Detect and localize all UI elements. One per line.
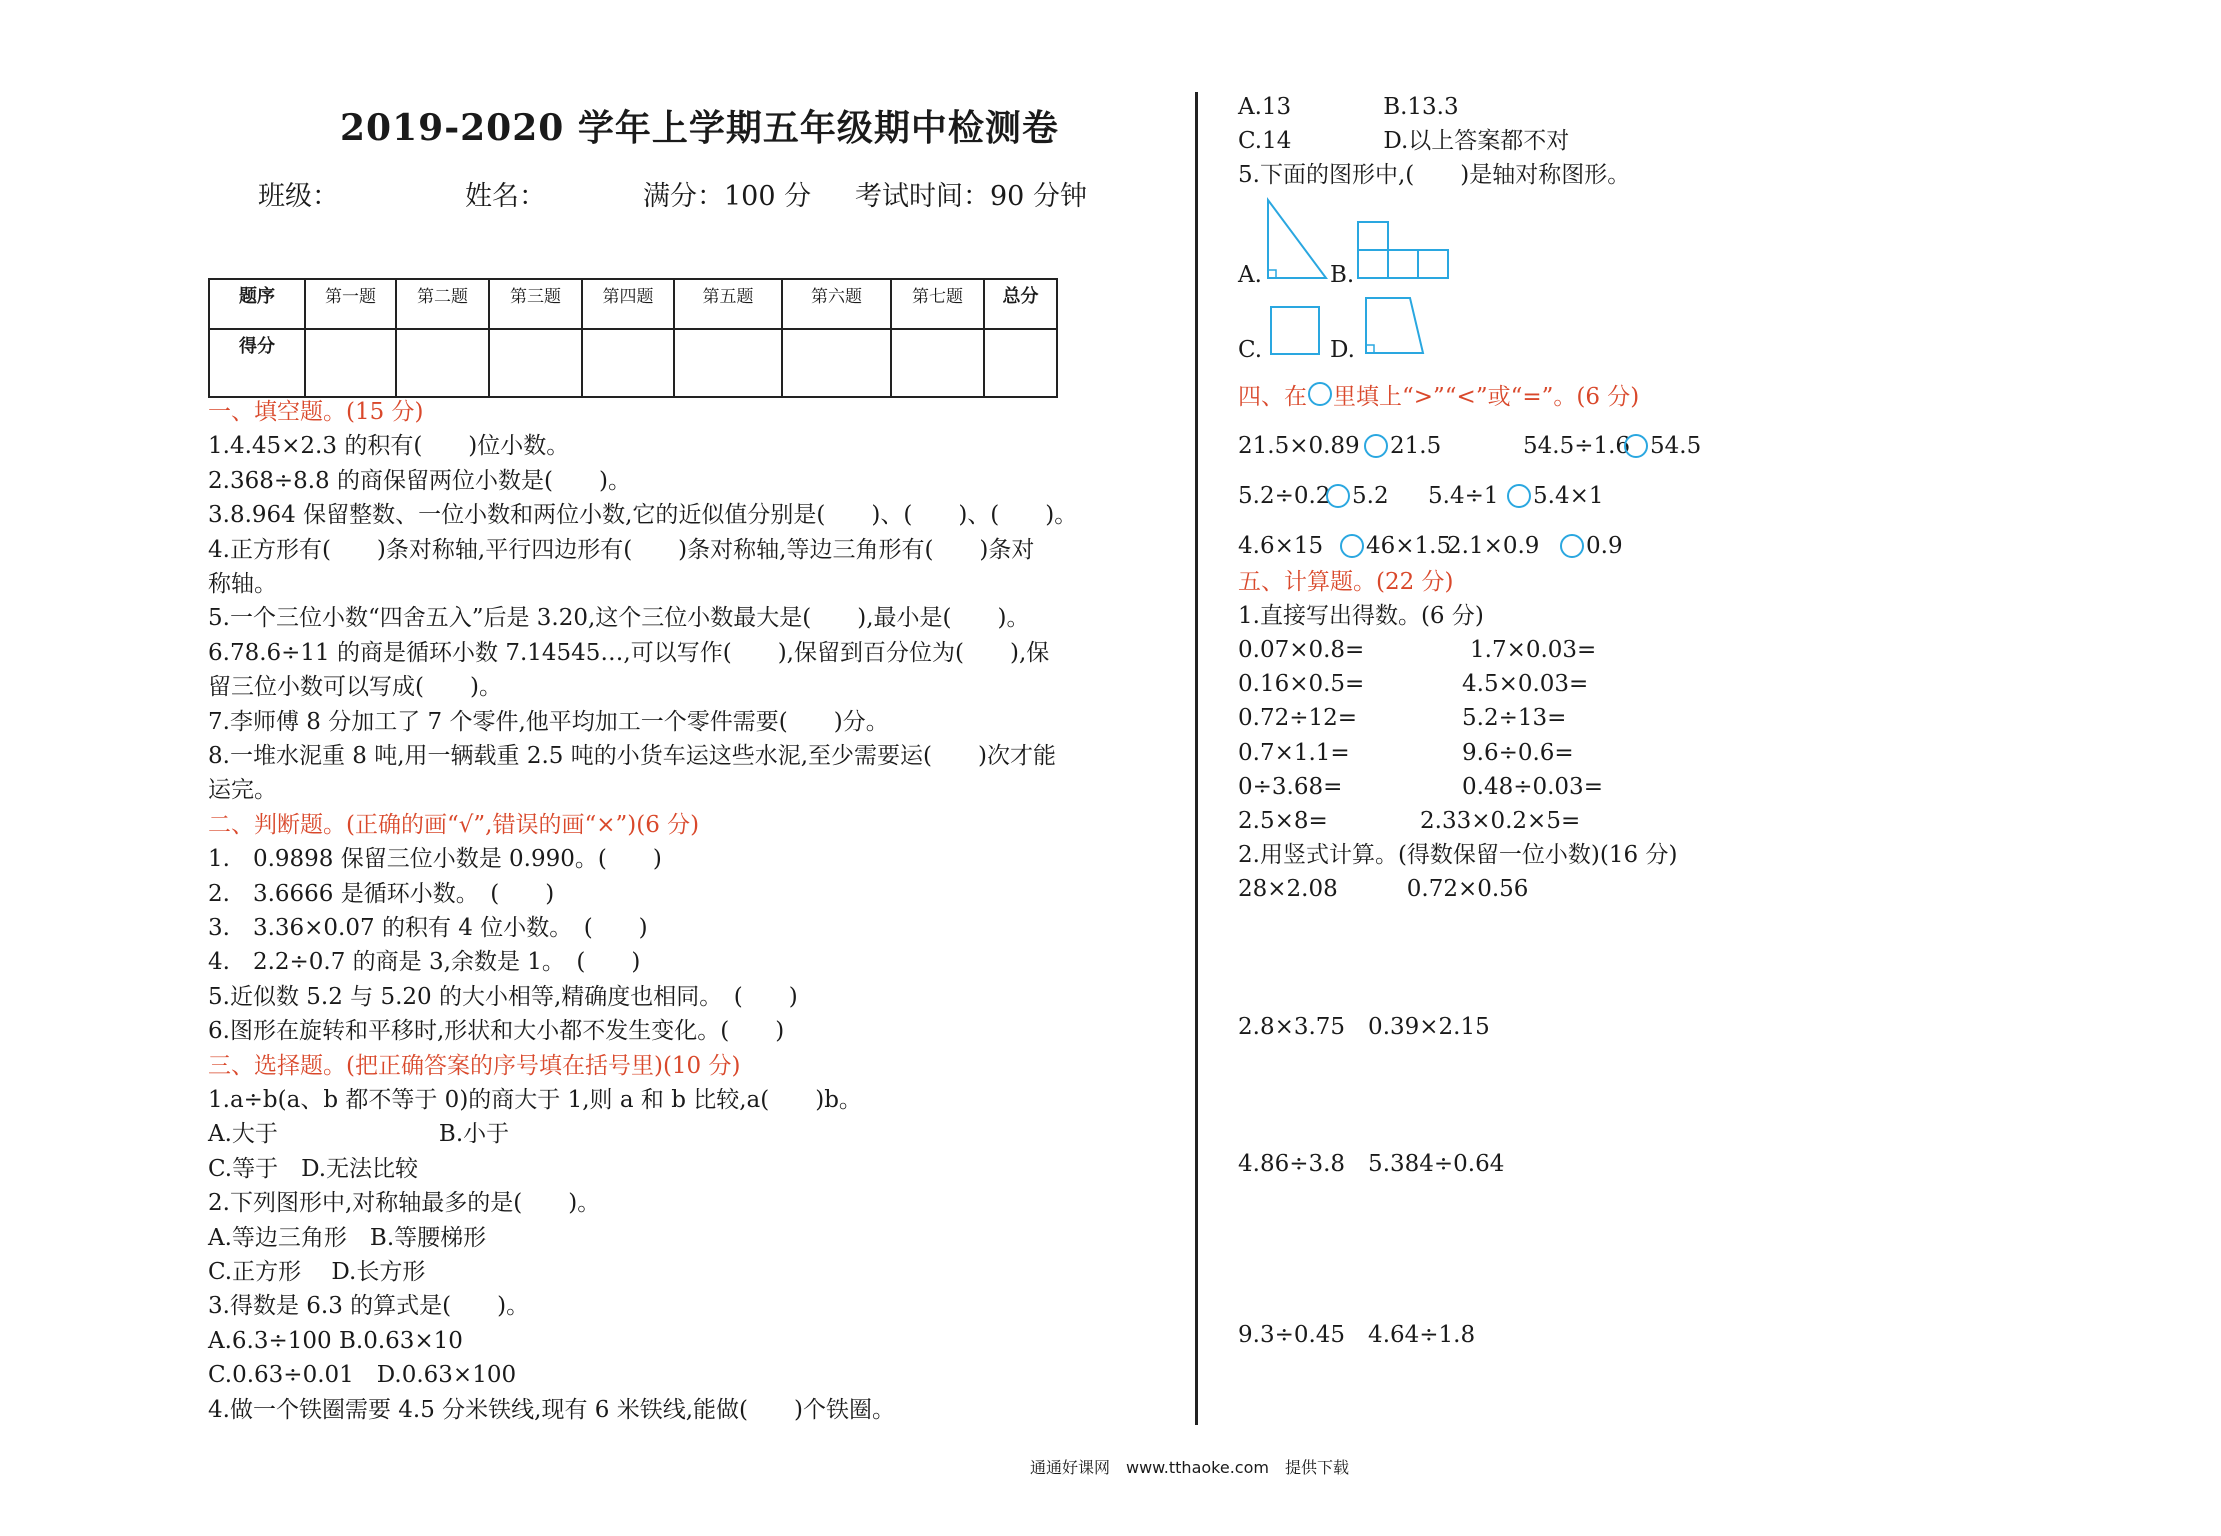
question-line: 1.a÷b(a、b 都不等于 0)的商大于 1,则 a 和 b 比较,a( )b。 — [208, 1087, 862, 1113]
compare-circle-icon — [1308, 382, 1332, 406]
question-line: 5.近似数 5.2 与 5.20 的大小相等,精确度也相同。 ( ) — [208, 983, 798, 1010]
compare-expression: 5.4×1 — [1533, 483, 1604, 509]
vertical-calc-item: 9.3÷0.45 4.64÷1.8 — [1238, 1322, 1476, 1348]
section-title: 三、选择题。(把正确答案的序号填在括号里)(10 分) — [208, 1052, 741, 1079]
direct-calc-item: 0.48÷0.03= — [1462, 773, 1603, 800]
question-line: 4.做一个铁圈需要 4.5 分米铁线,现有 6 米铁线,能做( )个铁圈。 — [208, 1396, 895, 1423]
shape-label-b: B. — [1330, 262, 1355, 288]
score-cell[interactable] — [674, 329, 782, 397]
question-line: 运完。 — [208, 777, 277, 804]
compare-expression: 46×1.5 — [1366, 533, 1452, 559]
question-line: 2.下列图形中,对称轴最多的是( )。 — [208, 1190, 601, 1217]
vertical-calc-item: 4.86÷3.8 5.384÷0.64 — [1238, 1151, 1505, 1177]
question-line: A.13 B.13.3 — [1238, 94, 1459, 120]
compare-circle-icon[interactable] — [1507, 484, 1531, 508]
score-cell[interactable] — [782, 329, 891, 397]
right-triangle-shape — [1268, 200, 1326, 278]
compare-circle-icon[interactable] — [1340, 534, 1364, 558]
trapezoid-shape — [1366, 298, 1423, 353]
direct-calc-item: 0.07×0.8= — [1238, 637, 1365, 663]
vertical-calc-item: 2.8×3.75 0.39×2.15 — [1238, 1014, 1490, 1040]
shape-label-a: A. — [1238, 262, 1262, 288]
question-line: 7.李师傅 8 分加工了 7 个零件,他平均加工一个零件需要( )分。 — [208, 708, 889, 735]
question-line: 4.正方形有( )条对称轴,平行四边形有( )条对称轴,等边三角形有( )条对 — [208, 536, 1035, 563]
question-line: 5.下面的图形中,( )是轴对称图形。 — [1238, 162, 1631, 188]
direct-calc-item: 0.16×0.5= — [1238, 671, 1365, 698]
question-line: 称轴。 — [208, 571, 277, 597]
compare-circle-icon[interactable] — [1364, 434, 1388, 458]
score-cell[interactable] — [305, 329, 396, 397]
exam-time: 考试时间：90 分钟 — [855, 181, 1087, 212]
question-line: 留三位小数可以写成( )。 — [208, 674, 502, 701]
score-table-score-row — [209, 329, 1057, 397]
header-cell: 第一题 — [305, 279, 396, 329]
question-line: C.14 D.以上答案都不对 — [1238, 128, 1570, 154]
direct-calc-item: 2.33×0.2×5= — [1420, 808, 1581, 834]
score-table-header-row — [209, 279, 1057, 329]
question-line: C.0.63÷0.01 D.0.63×100 — [208, 1362, 517, 1389]
vertical-calc-title: 2.用竖式计算。(得数保留一位小数)(16 分) — [1238, 842, 1678, 868]
compare-expression: 5.2÷0.2 — [1238, 483, 1331, 509]
compare-expression: 21.5 — [1390, 433, 1442, 459]
question-line: 2. 3.6666 是循环小数。 ( ) — [208, 880, 555, 907]
header-cell: 题序 — [209, 279, 305, 329]
section-4-title — [1238, 380, 1639, 414]
question-line: 3.8.964 保留整数、一位小数和两位小数,它的近似值分别是( )、( )、( )。 — [208, 502, 1078, 529]
header-cell: 第二题 — [396, 279, 489, 329]
row-label: 得分 — [209, 329, 305, 397]
score-cell[interactable] — [489, 329, 582, 397]
question-line: 6.图形在旋转和平移时,形状和大小都不发生变化。( ) — [208, 1018, 785, 1045]
compare-expression: 21.5×0.89 — [1238, 433, 1360, 459]
compare-expression: 54.5 — [1650, 433, 1702, 459]
question-line: 1. 0.9898 保留三位小数是 0.990。( ) — [208, 846, 662, 873]
footer-credit: 通通好课网 www.tthaoke.com 提供下载 — [1030, 1458, 1349, 1477]
header-cell: 第六题 — [782, 279, 891, 329]
vertical-calc-item: 28×2.08 0.72×0.56 — [1238, 876, 1529, 902]
question-line: 3. 3.36×0.07 的积有 4 位小数。 ( ) — [208, 915, 648, 941]
direct-calc-item: 4.5×0.03= — [1462, 671, 1589, 698]
question-line: A.等边三角形 B.等腰梯形 — [208, 1224, 487, 1251]
direct-calc-item: 0.7×1.1= — [1238, 739, 1350, 766]
direct-calc-item: 5.2÷13= — [1462, 705, 1567, 732]
header-cell: 第七题 — [891, 279, 984, 329]
question-line: 5.一个三位小数“四舍五入”后是 3.20,这个三位小数最大是( ),最小是( )。 — [208, 605, 1030, 632]
question-line: 3.得数是 6.3 的算式是( )。 — [208, 1293, 530, 1320]
compare-circle-icon[interactable] — [1624, 434, 1648, 458]
direct-calc-item: 0.72÷12= — [1238, 705, 1358, 732]
grid-squares-shape — [1358, 222, 1448, 278]
direct-calc-item: 0÷3.68= — [1238, 773, 1343, 800]
question-line: A.6.3÷100 B.0.63×10 — [208, 1327, 463, 1354]
compare-expression: 5.4÷1 — [1428, 483, 1499, 509]
direct-calc-title: 1.直接写出得数。(6 分) — [1238, 603, 1484, 629]
score-cell[interactable] — [396, 329, 489, 397]
section-4-title-after: 里填上“>”“<”或“=”。(6 分) — [1333, 384, 1640, 410]
name-label: 姓名： — [465, 181, 546, 212]
section-title: 一、填空题。(15 分) — [208, 399, 424, 425]
score-table — [208, 278, 1058, 398]
compare-expression: 5.2 — [1352, 483, 1389, 509]
section-4-title-before: 四、在 — [1238, 384, 1307, 410]
compare-expression: 54.5÷1.6 — [1500, 433, 1631, 459]
question-line: 8.一堆水泥重 8 吨,用一辆载重 2.5 吨的小货车运这些水泥,至少需要运( )次才能 — [208, 743, 1056, 769]
question-line: 6.78.6÷11 的商是循环小数 7.14545…,可以写作( ),保留到百分位为( ),保 — [208, 639, 1050, 666]
compare-circle-icon[interactable] — [1560, 534, 1584, 558]
score-cell[interactable] — [891, 329, 984, 397]
header-cell: 第五题 — [674, 279, 782, 329]
compare-expression: 4.6×15 — [1238, 533, 1324, 559]
direct-calc-item: 9.6÷0.6= — [1462, 739, 1574, 766]
score-cell[interactable] — [984, 329, 1057, 397]
shape-label-c: C. — [1238, 337, 1263, 363]
section-5-title: 五、计算题。(22 分) — [1238, 569, 1454, 595]
direct-calc-item: 1.7×0.03= — [1470, 637, 1597, 663]
shape-label-d: D. — [1330, 337, 1355, 363]
section-title: 二、判断题。(正确的画“√”,错误的画“×”)(6 分) — [208, 811, 700, 838]
score-cell[interactable] — [582, 329, 674, 397]
compare-expression: 2.1×0.9 — [1447, 533, 1540, 559]
compare-circle-icon[interactable] — [1326, 484, 1350, 508]
full-score: 满分：100 分 — [643, 181, 812, 212]
class-label: 班级： — [258, 181, 339, 212]
header-cell: 总分 — [984, 279, 1057, 329]
question-line: A.大于 B.小于 — [208, 1121, 510, 1148]
question-line: 4. 2.2÷0.7 的商是 3,余数是 1。 ( ) — [208, 949, 641, 976]
compare-expression: 0.9 — [1586, 533, 1623, 559]
column-divider — [1195, 92, 1198, 1425]
header-cell: 第三题 — [489, 279, 582, 329]
question-line: C.等于 D.无法比较 — [208, 1155, 419, 1182]
page-title: 2019-2020 学年上学期五年级期中检测卷 — [340, 107, 1059, 149]
square-shape — [1271, 307, 1319, 354]
header-cell: 第四题 — [582, 279, 674, 329]
direct-calc-item: 2.5×8= — [1238, 808, 1328, 834]
question-line: 2.368÷8.8 的商保留两位小数是( )。 — [208, 467, 631, 494]
question-line: C.正方形 D.长方形 — [208, 1259, 426, 1285]
question-line: 1.4.45×2.3 的积有( )位小数。 — [208, 433, 570, 460]
